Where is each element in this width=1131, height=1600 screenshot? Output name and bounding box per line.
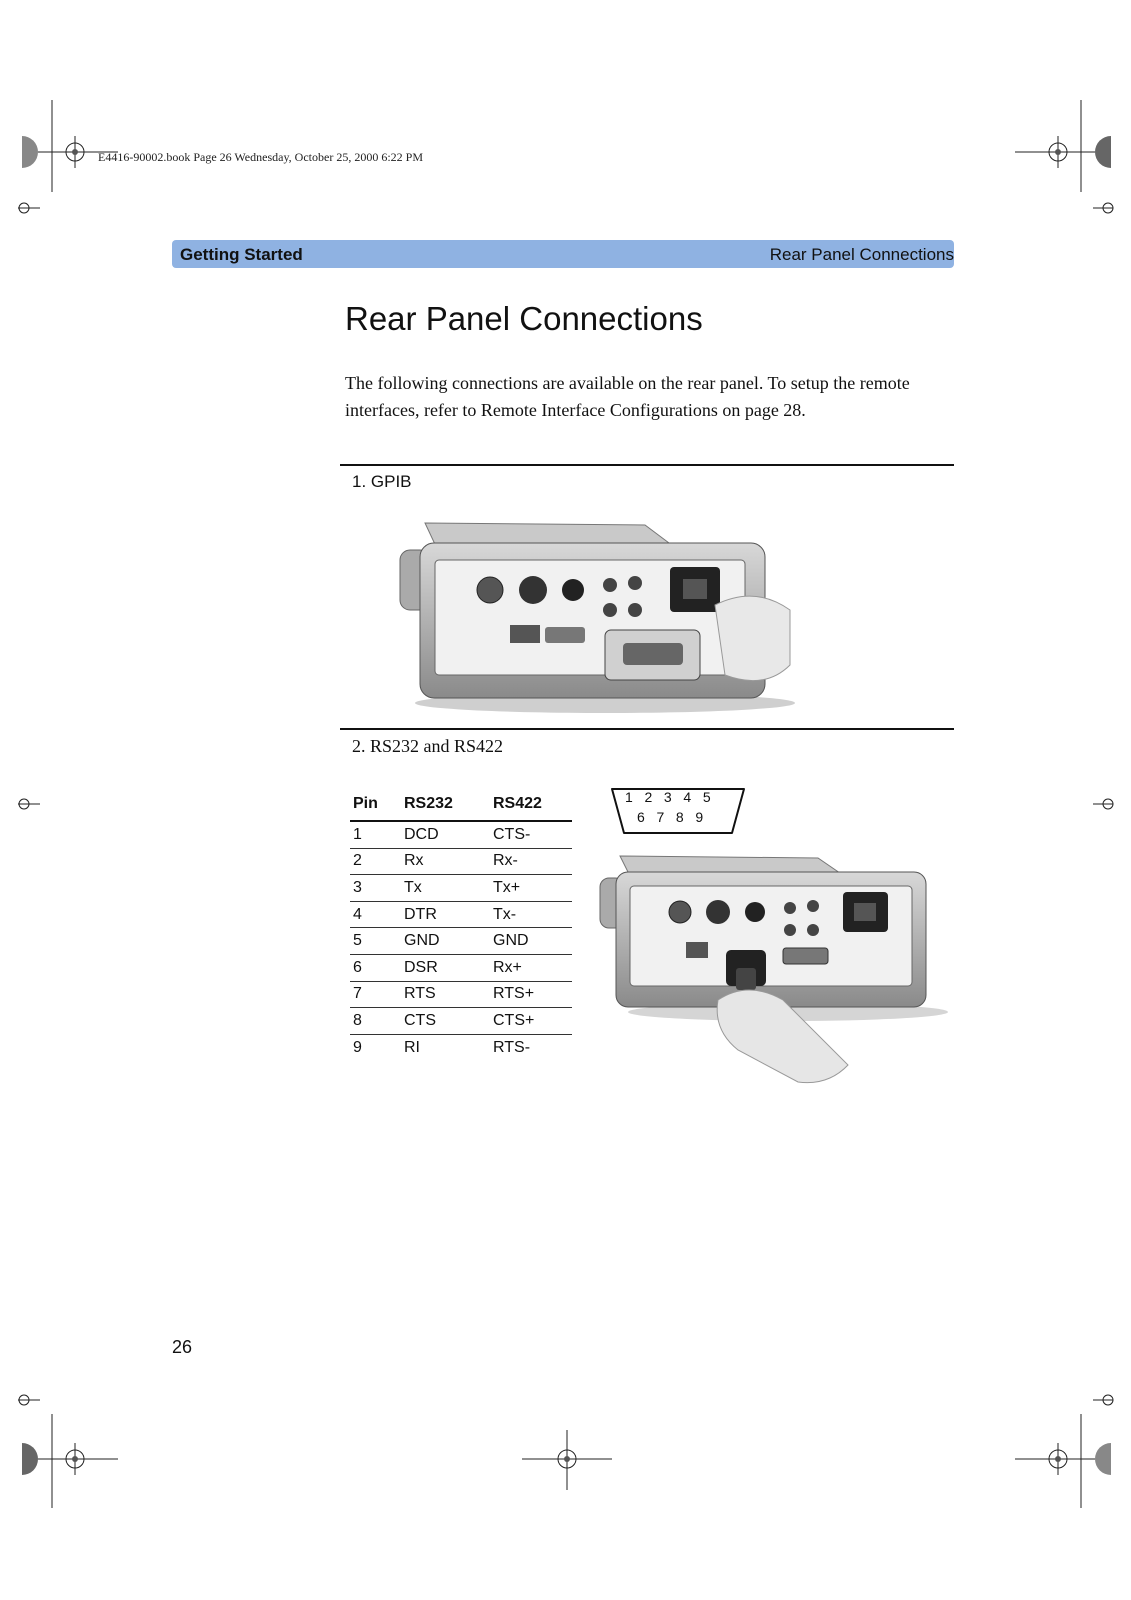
column-header: RS232 xyxy=(401,788,490,821)
table-row xyxy=(350,901,572,928)
pin-cell: 6 xyxy=(350,954,401,981)
rs232-cell: DTR xyxy=(401,901,490,928)
pinout-table-header xyxy=(350,788,572,821)
pin-cell: 5 xyxy=(350,928,401,955)
column-header: RS422 xyxy=(490,788,572,821)
table-row xyxy=(350,1034,572,1060)
rs422-cell: Rx+ xyxy=(490,954,572,981)
section-gpib-heading: 1. GPIB xyxy=(352,472,412,491)
table-row xyxy=(350,821,572,848)
rs232-cell: Tx xyxy=(401,875,490,902)
pin-cell: 7 xyxy=(350,981,401,1008)
running-header-section: Rear Panel Connections xyxy=(769,245,954,264)
pin-cell: 8 xyxy=(350,1008,401,1035)
rs422-cell: Rx- xyxy=(490,848,572,875)
rs422-cell: Tx+ xyxy=(490,875,572,902)
page-number: 26 xyxy=(172,1337,193,1357)
rs232-cell: GND xyxy=(401,928,490,955)
pin-cell: 9 xyxy=(353,1038,362,1056)
rs422-cell: RTS+ xyxy=(490,981,572,1008)
print-info: E4416-90002.book Page 26 Wednesday, October 25, 2000 6:22 PM xyxy=(98,150,423,164)
page-title: Rear Panel Connections xyxy=(345,300,703,337)
pin-cell: 2 xyxy=(350,848,401,875)
rs232-cell: RTS xyxy=(401,981,490,1008)
table-row xyxy=(350,1008,572,1035)
rs422-cell: CTS- xyxy=(490,821,572,848)
serial-rear-panel-photo xyxy=(598,850,958,1086)
table-row xyxy=(350,875,572,902)
table-row xyxy=(350,981,572,1008)
connector-pins-top-row: 1 2 3 4 5 xyxy=(625,789,711,805)
section-rule xyxy=(340,464,954,466)
table-row xyxy=(350,928,572,955)
pin-cell: 1 xyxy=(350,821,401,848)
table-row xyxy=(350,954,572,981)
running-header-chapter: Getting Started xyxy=(180,245,303,264)
section-serial-heading: 2. RS232 and RS422 xyxy=(352,736,504,756)
connector-pins-bottom-row: 6 7 8 9 xyxy=(637,809,704,825)
section-rule xyxy=(340,728,954,730)
pin-cell: 3 xyxy=(350,875,401,902)
pinout-table xyxy=(350,788,572,1060)
rs232-cell: Rx xyxy=(401,848,490,875)
rs422-cell: CTS+ xyxy=(490,1008,572,1035)
pin-cell: 4 xyxy=(350,901,401,928)
intro-paragraph: The following connections are available on the rear panel. To setup the remote interfaces, refer to Remote Interface Configurations on page 28. xyxy=(345,373,910,420)
rs232-cell: DSR xyxy=(401,954,490,981)
rs232-cell: RI xyxy=(404,1038,420,1056)
rs422-cell: Tx- xyxy=(490,901,572,928)
column-header: Pin xyxy=(350,788,401,821)
table-row xyxy=(350,848,572,875)
rs422-cell: GND xyxy=(490,928,572,955)
gpib-rear-panel-photo xyxy=(395,515,815,715)
rs422-cell: RTS- xyxy=(493,1038,531,1056)
rs232-cell: CTS xyxy=(401,1008,490,1035)
rs232-cell: DCD xyxy=(401,821,490,848)
